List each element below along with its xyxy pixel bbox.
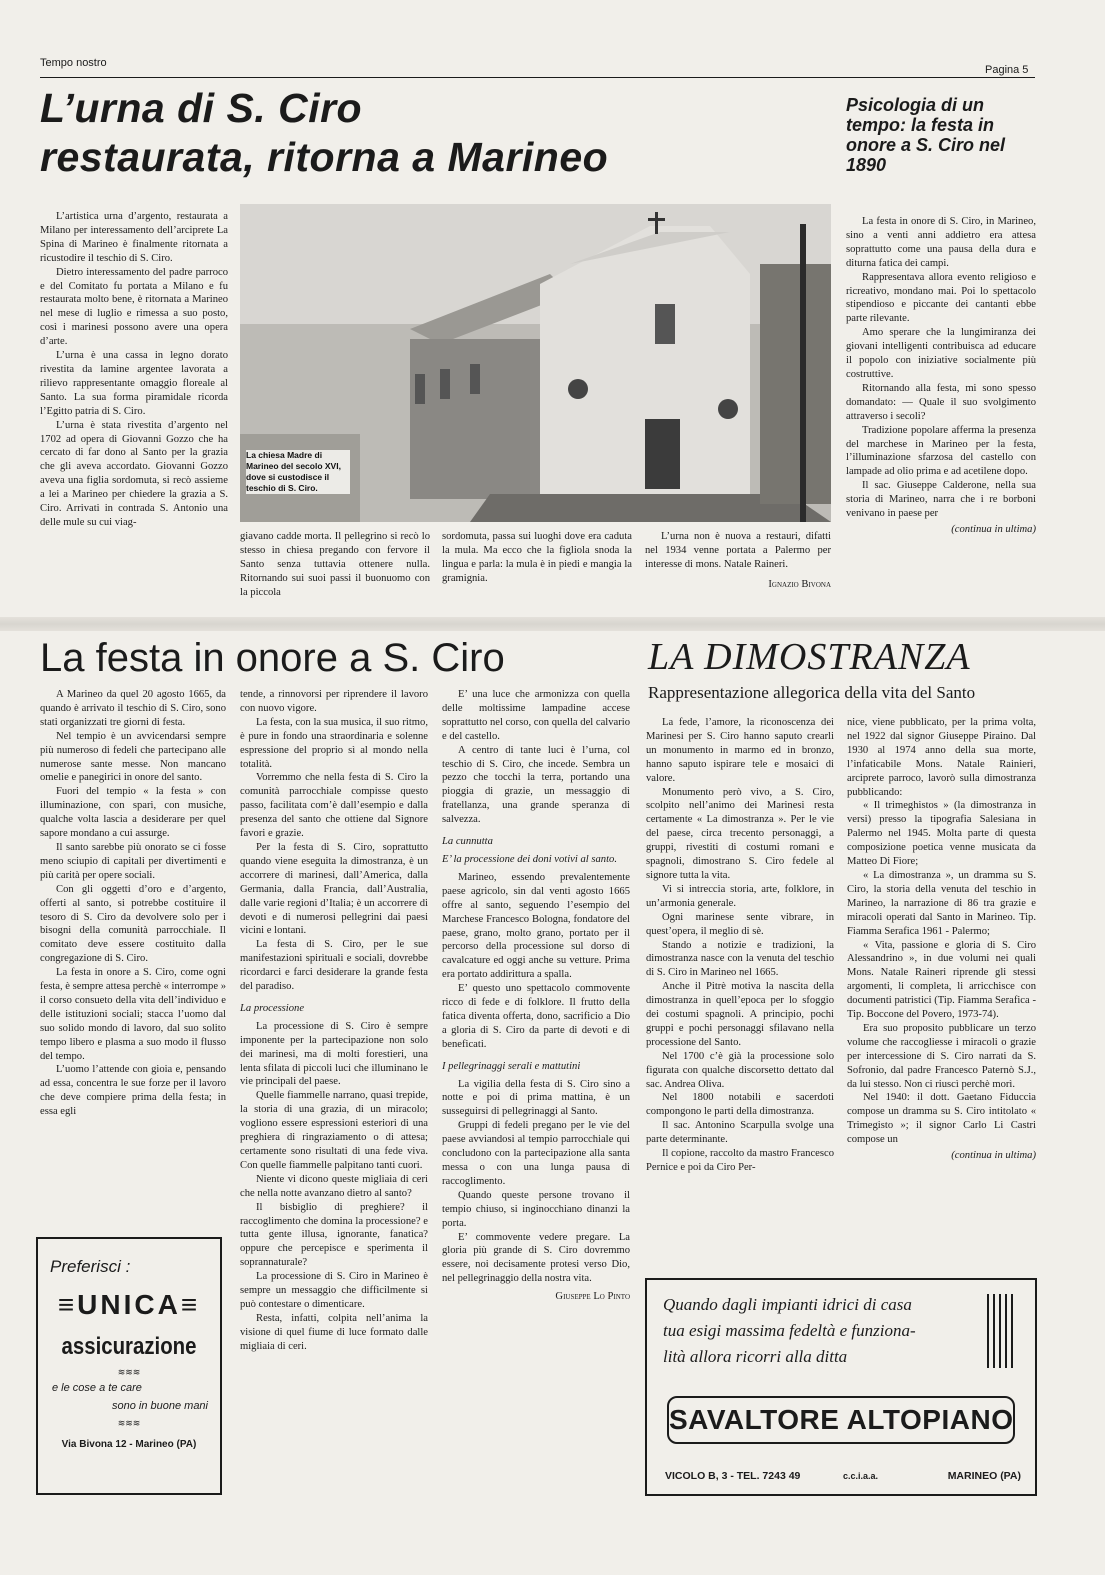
bottom-article-col1 xyxy=(40,688,226,1119)
church-photo xyxy=(240,204,831,522)
top-article-col3 xyxy=(442,530,632,586)
paragraph: Fuori del tempio « la festa » con illuminazione, con spari, con musiche, qualche volta lascia a desiderare per quel sapore mondano a cui assurge. xyxy=(40,786,226,840)
paragraph: L’urna è stata rivestita d’argento nel 1702 ad opera di Giovanni Gozzo che ha cercato di far dono al Santo per la grazia che gli aveva accordato. Giovanni Gozzo aveva una figlia sordomuta, si recò assieme a lei a Marineo per chiedere la grazia a S. Ciro. Arrivati in contrada S. Antonio una delle mule su cui viag- xyxy=(40,419,228,528)
top-headline-line1: L’urna di S. Ciro xyxy=(40,85,363,131)
bottom-article-col2 xyxy=(240,688,428,1354)
subheading-processione: La processione xyxy=(240,1002,305,1014)
paragraph: Con gli oggetti d’oro e d’argento, offerti al santo, si potrebbe costituire il tesoro di S. Ciro da devolvere solo per i bisogni della comunità parrocchiale. Il comitato deve essere costituito dalla congregazione di S. Ciro. xyxy=(40,883,226,965)
paragraph: Il copione, raccolto da mastro Francesco Pernice e poi da Ciro Per- xyxy=(646,1148,834,1173)
paragraph: L’uomo l’attende con gioia e, pensando ad essa, concentra le sue forze per il lavoro che deve compiere prima della festa; in essa egli xyxy=(40,1064,226,1118)
side-article-body xyxy=(846,215,1036,537)
paragraph: Monumento però vivo, a S. Ciro, scolpito nell’animo dei Marinesi resta certamente « La dimostranza ». Per le vie del paese, circa trecento personaggi, a gruppi, rivestiti di costumi romani e spagnoli, dimostrano S. Ciro fedele al signore tutta la vita. xyxy=(646,786,834,881)
paragraph: E’ questo uno spettacolo commovente ricco di fede e di folklore. Il frutto della fatica diventa offerta, dono, sacrificio a Dio a gloria di S. Ciro da parte di devoti e di beneficati. xyxy=(442,983,630,1050)
paragraph: Quelle fiammelle narrano, quasi trepide, la storia di una grazia, di un miracolo; vogliono essere espressioni esteriori di una preghiera di ringraziamento o di attesa; certamente sono risultati di una fede viva. Con quelle fiammelle palpitano tanti cuori. xyxy=(240,1090,428,1171)
paragraph: E’ commovente vedere pregare. La gloria più grande di S. Ciro dovremmo essere, noi decisamente protesi verso Dio, nel pellegrinaggio della nostra vita. xyxy=(442,1231,630,1285)
paragraph: La festa in onore a S. Ciro, come ogni festa, è sempre attesa perchè « interrompe » il corso consueto della vita dell’individuo e delle istituzioni sociali; stacca l’uomo dal suo solido mondo di lavoro, dal suo solito tempo libero e plasma a suo modo il flusso del tempo. xyxy=(40,967,226,1062)
photo-caption: La chiesa Madre di Marineo del secolo XVI, dove si custodisce il teschio di S. Ciro. xyxy=(246,450,350,494)
unica-address: Via Bivona 12 - Marineo (PA) xyxy=(61,1439,197,1450)
top-headline-line2: restaurata, ritorna a Marineo xyxy=(40,134,609,180)
top-article-author: Ignazio Bivona xyxy=(768,578,831,590)
paragraph: Tradizione popolare afferma la presenza del marchese in Marineo per la festa, l’illuminazione sfarzosa del castello con lampade ad olio prima e ad acetilene dopo. xyxy=(846,424,1036,478)
paragraph: tende, a rinnovorsi per riprendere il lavoro con nuovo vigore. xyxy=(240,689,428,714)
unica-slogan2: sono in buone mani xyxy=(111,1400,208,1412)
bottom-headline: La festa in onore a S. Ciro xyxy=(40,636,505,680)
side-article-continua: (continua in ultima) xyxy=(951,523,1036,535)
subheading-cunnutta: La cunnutta xyxy=(442,836,493,848)
paragraph: L’urna è una cassa in legno dorato rivestita da lamine argentee lavorata a rilievo rappresentante omaggio floreale al Santo. La sua forma piramidale ricorda l’Egitto patria di S. Ciro. xyxy=(40,350,228,417)
paragraph: Anche il Pitrè motiva la nascita della dimostranza in quell’epoca per lo sfoggio dei costumi spagnoli. A principio, pochi gruppi e pochi personaggi sfilavano nella processione del Santo. xyxy=(646,981,834,1048)
paragraph: Il sac. Giuseppe Calderone, nella sua storia di Marineo, narra che i re borboni venivano in paese per xyxy=(846,480,1036,520)
paragraph: La fede, l’amore, la riconoscenza dei Marinesi per S. Ciro hanno saputo crearli un monumento in marmo ed in bronzo, hanno saputo ispirare tele e mosaici di valore. xyxy=(646,717,834,784)
altopiano-text2: tua esigi massima fedeltà e funziona- xyxy=(663,1321,916,1340)
ornament-icon: ≋≋≋ xyxy=(117,1418,141,1428)
top-article-col1 xyxy=(40,210,228,530)
paragraph: Ritornando alla festa, mi sono spesso domandato: — Quale il suo svolgimento attraverso i secoli? xyxy=(846,382,1036,422)
paragraph: La processione di S. Ciro è sempre imponente per la partecipazione non solo dei marinesi, ma di molti forestieri, una lenta sfilata di piccoli luci che illuminano le vie principali del paese. xyxy=(240,1020,428,1088)
paragraph: nice, viene pubblicato, per la prima volta, nel 1922 dal signor Giuseppe Piraino. Dal 1930 al 1974 anno della sua morte, l’infaticabile Mons. Natale Rainieri, arciprete parroco, lavorò sulla dimostranza pubblicando: xyxy=(847,717,1036,798)
subheading-pellegrinaggi: I pellegrinaggi serali e mattutini xyxy=(442,1060,581,1072)
paragraph: Rappresentava allora evento religioso e ricreativo, mondano mai. Poi lo spettacolo stipendioso e piccante dei cantanti ebbe parte rilevante. xyxy=(846,271,1036,325)
paragraph: Niente vi dicono queste migliaia di ceri che nella notte avanzano dietro al santo? xyxy=(240,1173,428,1199)
header-left: Tempo nostro xyxy=(40,57,107,69)
side-article-title: Psicologia di un tempo: la festa in onore a S. Ciro nel 1890 xyxy=(846,95,1006,175)
dimostranza-col2 xyxy=(847,716,1036,1163)
top-article-col4 xyxy=(645,530,831,592)
unica-line2: assicurazione xyxy=(61,1333,197,1360)
paragraph: L’artistica urna d’argento, restaurata a Milano per interessamento dell’arciprete La Spina di Marineo è finalmente ritornata a ricustodire il teschio di S. Ciro. xyxy=(40,211,228,264)
unica-preferisci: Preferisci : xyxy=(50,1257,131,1276)
paragraph: Stando a notizie e tradizioni, la dimostranza nasce con la venuta del teschio di S. Ciro in Marineo nel 1665. xyxy=(646,939,834,979)
header-rule xyxy=(40,77,1035,78)
paragraph: Nel 1700 c’è già la processione solo figurata con qualche discorsetto dettato dal sac. Andrea Oliva. xyxy=(646,1050,834,1090)
paragraph: Il bisbiglio di preghiere? il raccoglimento che domina la processione? e tutta gente illusa, ignorante, fanatica? oppure che percepisce e sperimenta il soprannaturale? xyxy=(240,1201,428,1269)
page-fold xyxy=(0,617,1105,631)
paragraph: Il santo sarebbe più onorato se ci fosse meno sciupio di capitali per divertimenti e più carità per opere sociali. xyxy=(40,841,226,881)
dimostranza-continua: (continua in ultima) xyxy=(951,1150,1036,1162)
bottom-article-col3 xyxy=(442,688,630,1304)
ornament-icon: ≋≋≋ xyxy=(117,1367,141,1377)
altopiano-name: SAVALTORE ALTOPIANO xyxy=(667,1396,1015,1444)
paragraph: « Il trimeghistos » (la dimostranza in versi) presso la tipografia Salesiana in Palermo nel 1945. Molta parte di questa composizione poetica venne musicata da Matteo Di Fiore; xyxy=(847,800,1036,868)
paragraph: sordomuta, passa sui luoghi dove era caduta la mula. Ma ecco che la figliola snoda la lingua e parla: la mula è in piedi e mangia la gramignia. xyxy=(442,531,632,584)
unica-ad xyxy=(36,1237,222,1495)
paragraph: Vi si intreccia storia, arte, folklore, in un’armonia generale. xyxy=(646,883,834,909)
paragraph: E’ una luce che armonizza con quella delle moltissime lampadine accese soprattutto nel corso, con quella del calvario e del castello. xyxy=(442,689,630,742)
header-right: Pagina 5 xyxy=(985,64,1029,76)
paragraph: Resta, infatti, colpita nell’anima la visione di quel fiume di luce formato dalle migliaia di ceri. xyxy=(240,1312,428,1352)
paragraph: giavano cadde morta. Il pellegrino si recò lo stesso in chiesa pregando con fervore il Santo senza tuttavia ottenere nulla. Ritornando sui suoi passi il buonuomo con la piccola xyxy=(240,531,430,598)
paragraph: Nel 1940: il dott. Gaetano Fiduccia compose un dramma su S. Ciro intitolato « Trimegisto »; il signor Carlo Li Castri compose un xyxy=(847,1092,1036,1146)
paragraph: Per la festa di S. Ciro, soprattutto quando viene eseguita la dimostranza, è un accorrere di marinesi, dall’America, dalla Germania, dalla Francia, dall’Australia, dalle varie regioni d’Italia; è un accorrere di devoti e di numerosi pellegrini dai paesi vicini e lontani. xyxy=(240,841,428,937)
top-article-col2 xyxy=(240,530,430,600)
paragraph: « La dimostranza », un dramma su S. Ciro, la storia della venuta del teschio in Marineo, la narrazione di 86 tra grazie e miracoli operati dal Santo in Marineo. Tip. Fiamma Serafica 1961 - Palermo; xyxy=(847,869,1036,937)
paragraph: Il sac. Antonino Scarpulla svolge una parte determinante. xyxy=(646,1120,834,1146)
paragraph: Ogni marinese sente vibrare, in quest’opera, il meglio di sè. xyxy=(646,911,834,937)
dimostranza-col1 xyxy=(646,716,834,1175)
unica-brand xyxy=(38,1289,220,1321)
stripes-icon: ≡ xyxy=(180,1289,201,1320)
altopiano-text xyxy=(663,1292,973,1370)
stripes-icon: ≡ xyxy=(57,1289,78,1320)
paragraph: Amo sperare che la lungimiranza dei giovani intelligenti contribuisca ad educare il popolo con iniziative socialmente più costruttive. xyxy=(846,327,1036,380)
bottom-article-author: Giuseppe Lo Pinto xyxy=(555,1291,630,1303)
altopiano-text3: lità allora ricorri alla ditta xyxy=(663,1347,848,1366)
paragraph: La processione di S. Ciro in Marineo è sempre un messaggio che difficilmente si può contestare o dimenticare. xyxy=(240,1271,428,1310)
stripes-icon xyxy=(987,1294,1015,1368)
paragraph: A centro di tante luci è l’urna, col teschio di S. Ciro, che incede. Sembra un pezzo che tocchi la terra, portando una pioggia di grazie, un messaggio di fratellanza, una grande speranza di salvezza. xyxy=(442,744,630,826)
unica-brand-text: UNICA xyxy=(77,1289,181,1320)
paragraph: « Vita, passione e gloria di S. Ciro Alessandrino », in due volumi nei quali Mons. Natale Raineri riprende gli stessi argomenti, li completa, li arricchisce con documenti patristici (Tip. Fiamma Serafica - Tip. Boccone del Povero, 1973-74). xyxy=(847,939,1036,1021)
dimostranza-subtitle: Rappresentazione allegorica della vita del Santo xyxy=(648,683,976,702)
paragraph: La festa, con la sua musica, il suo ritmo, è pure in fondo una straordinaria e solenne espressione del proprio sì al mondo nella totalità. xyxy=(240,716,428,770)
altopiano-footer-mid: c.c.i.a.a. xyxy=(843,1471,879,1481)
paragraph: La vigilia della festa di S. Ciro sino a notte e poi di prima mattina, è un susseguirsi di pellegrinaggi al Santo. xyxy=(442,1078,630,1118)
paragraph: Vorremmo che nella festa di S. Ciro la comunità parrocchiale compisse questo passo, facilitata com’è dall’esempio e dalla presenza del santo che ottiene dal Signore favori e grazie. xyxy=(240,772,428,840)
top-headline xyxy=(40,84,840,182)
paragraph: Nel tempio è un avvicendarsi sempre più numeroso di fedeli che partecipano alle numerose sante messe. Non mancano omelie e panegirici in onore del santo. xyxy=(40,730,226,784)
paragraph: L’urna non è nuova a restauri, difatti nel 1934 venne portata a Palermo per interesse di mons. Natale Raineri. xyxy=(645,531,831,570)
unica-slogan1: e le cose a te care xyxy=(52,1382,142,1394)
paragraph: La festa in onore di S. Ciro, in Marineo, sino a venti anni addietro era attesa soprattutto come una pausa della dura e diturna fatica dei campi. xyxy=(846,216,1036,269)
paragraph: Dietro interessamento del padre parroco e del Comitato fu portata a Milano e fu restaurata molto bene, è ritornata a Marineo nel mese di luglio e rimessa a suo posto, così i marinesi possono avere una opera d’arte. xyxy=(40,266,228,348)
subheading-cunnutta-2: E’ la processione dei doni votivi al santo. xyxy=(442,853,617,865)
altopiano-text1: Quando dagli impianti idrici di casa xyxy=(663,1295,912,1314)
paragraph: Gruppi di fedeli pregano per le vie del paese avviandosi al tempio parrocchiale qui concludono con la partecipazione alla santa messa o con una lunga pausa di raccoglimento. xyxy=(442,1120,630,1187)
dimostranza-title: LA DIMOSTRANZA xyxy=(648,636,971,678)
paragraph: Quando queste persone trovano il tempio chiuso, si inginocchiano dinanzi la porta. xyxy=(442,1189,630,1229)
altopiano-footer-left: VICOLO B, 3 - TEL. 7243 49 xyxy=(665,1470,801,1482)
paragraph: Era suo proposito pubblicare un terzo volume che raccogliesse i miracoli o grazie per intercessione di S. Ciro narrati da S. Sofronio, dal padre Francesco Paternò S.J., da lui stesso. Non ci riuscì perchè morì. xyxy=(847,1022,1036,1090)
paragraph: La festa di S. Ciro, per le sue manifestazioni spirituali e sociali, dovrebbe ricordarci e farci desiderare la grande festa del paradiso. xyxy=(240,939,428,993)
altopiano-ad xyxy=(645,1278,1037,1496)
paragraph: A Marineo da quel 20 agosto 1665, da quando è arrivato il teschio di S. Ciro, sono stati organizzati tre giorni di festa. xyxy=(40,689,226,728)
paragraph: Nel 1800 notabili e sacerdoti compongono le parti della dimostranza. xyxy=(646,1092,834,1118)
altopiano-footer-right: MARINEO (PA) xyxy=(947,1470,1021,1482)
paragraph: Marineo, essendo prevalentemente paese agricolo, sin dal venti agosto 1665 offre al santo, seguendo l’esempio del Marchese Francesco Bologna, fondatore del paese, grano, molto grano, portato per il percorso della processione sul dorso di cavalcature ed oggi anche su vetture. Prima era portato addirittura a spalla. xyxy=(442,871,630,981)
